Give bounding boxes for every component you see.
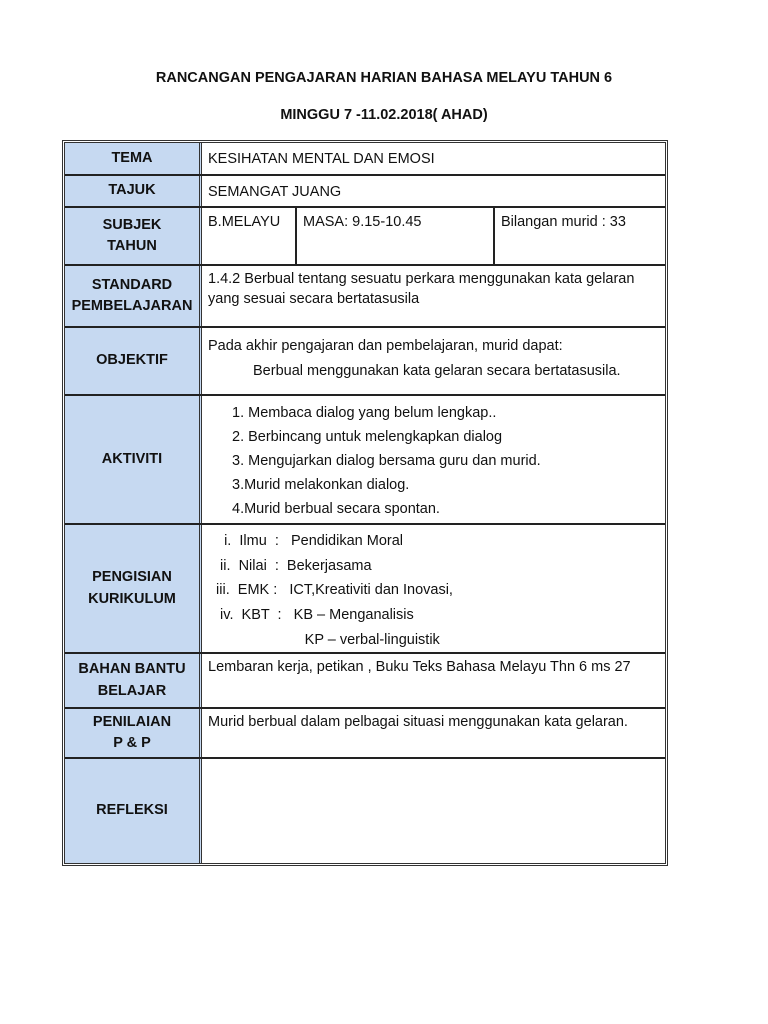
aktiviti-item: 2. Berbincang untuk melengkapkan dialog [232,428,503,445]
label-penilaian-2: P & P [113,735,151,751]
label-tahun: TAHUN [107,238,157,254]
objektif-intro: Pada akhir pengajaran dan pembelajaran, murid dapat: [208,338,563,354]
row-aktiviti [65,396,665,525]
label-pengisian-2: KURIKULUM [88,590,176,607]
row-subjek [65,208,665,266]
aktiviti-item: 3.Murid melakonkan dialog. [232,476,410,493]
row-standard [65,266,665,328]
row-objektif [65,328,665,396]
aktiviti-item: 4.Murid berbual secara spontan. [232,500,440,517]
aktiviti-item: 1. Membaca dialog yang belum lengkap.. [232,405,497,421]
label-penilaian-1: PENILAIAN [92,713,172,730]
value-tema: KESIHATAN MENTAL DAN EMOSI [208,151,435,167]
aktiviti-item: 3. Mengujarkan dialog bersama guru dan murid. [232,452,541,469]
label-bahan-2: BELAJAR [97,682,167,699]
row-penilaian [65,709,665,759]
label-pengisian-1: PENGISIAN [92,569,172,586]
label-subjek [65,208,202,264]
value-standard: 1.4.2 Berbual tentang sesuatu perkara menggunakan kata gelaran yang sesuai secara bertatasusila [208,271,635,308]
pengisian-item: ii. Nilai : Bekerjasama [212,557,372,574]
pengisian-item: iv. KBT : KB – Menganalisis [212,606,414,623]
value-refleksi[interactable] [202,759,665,863]
row-tajuk [65,176,665,208]
pengisian-item: iii. EMK : ICT,Kreativiti dan Inovasi, [212,582,453,599]
label-standard-1: STANDARD [91,276,173,293]
value-bilangan-murid: Bilangan murid : 33 [501,214,626,230]
value-subject: B.MELAYU [202,208,297,264]
pengisian-item: i. Ilmu : Pendidikan Moral [212,533,403,549]
row-tema [65,143,665,176]
label-aktiviti: AKTIVITI [65,396,202,523]
row-pengisian [65,525,665,654]
label-bahan-1: BAHAN BANTU [78,661,186,678]
row-refleksi [65,759,665,863]
document-subtitle: MINGGU 7 -11.02.2018( AHAD) [280,107,488,123]
label-bahan [65,654,202,707]
label-objektif: OBJEKTIF [65,328,202,394]
value-bahan: Lembaran kerja, petikan , Buku Teks Bahasa Melayu Thn 6 ms 27 [208,659,631,675]
lesson-plan-table [62,140,668,866]
value-masa: MASA: 9.15-10.45 [297,208,495,264]
value-tajuk: SEMANGAT JUANG [208,184,342,200]
label-penilaian [65,709,202,757]
label-standard-2: PEMBELAJARAN [71,298,193,314]
row-bahan [65,654,665,709]
objektif-value: Berbual menggunakan kata gelaran secara bertatasusila. [253,362,621,379]
label-standard [65,266,202,326]
label-subjek-1: SUBJEK [102,216,162,233]
label-tajuk: TAJUK [65,176,202,206]
label-pengisian [65,525,202,652]
value-penilaian: Murid berbual dalam pelbagai situasi menggunakan kata gelaran. [208,714,628,730]
label-refleksi: REFLEKSI [65,759,202,863]
pengisian-item: KP – verbal-linguistik [212,631,440,648]
label-tema: TEMA [65,143,202,174]
document-title: RANCANGAN PENGAJARAN HARIAN BAHASA MELAYU TAHUN 6 [155,70,613,86]
